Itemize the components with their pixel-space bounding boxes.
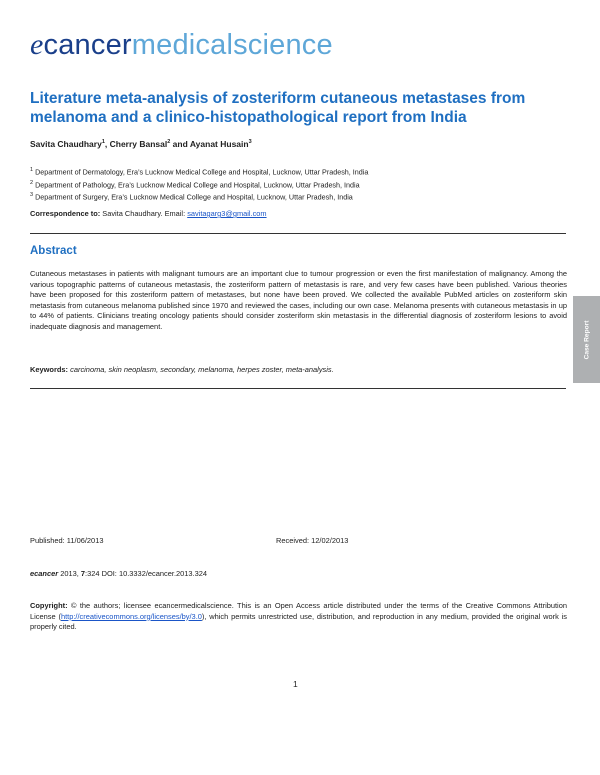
- author-separator: ,: [104, 139, 110, 149]
- author-list: [30, 139, 252, 149]
- author-name: Ayanat Husain: [189, 139, 249, 149]
- logo-cancer: cancer: [43, 29, 132, 61]
- citation-doi: :324 DOI: 10.3332/ecancer.2013.324: [85, 569, 208, 578]
- divider: [30, 388, 566, 389]
- article-title: Literature meta-analysis of zosteriform cutaneous metastases from melanoma and a clinico-histopathological report from India: [30, 90, 526, 126]
- affiliation-text: Department of Dermatology, Era’s Lucknow Medical College and Hospital, Lucknow, Uttar Pradesh, India: [35, 167, 369, 177]
- affiliation-item: [30, 165, 368, 178]
- affiliation-num: 2: [30, 179, 34, 186]
- citation-journal: ecancer: [30, 569, 59, 578]
- copyright-notice: [30, 601, 567, 633]
- abstract-heading: Abstract: [30, 245, 77, 257]
- author-separator: and: [170, 139, 190, 149]
- affiliations: [30, 165, 368, 203]
- affiliation-item: [30, 190, 368, 203]
- license-link[interactable]: http://creativecommons.org/licenses/by/3.0: [60, 611, 202, 621]
- journal-logo: [30, 30, 333, 60]
- page-number: 1: [293, 679, 298, 689]
- citation-volume: 7: [80, 569, 86, 578]
- affiliation-text: Department of Surgery, Era’s Lucknow Medical College and Hospital, Lucknow, Uttar Pradesh, India: [35, 192, 353, 202]
- author-affil-num: 1: [101, 139, 105, 146]
- divider: [30, 233, 566, 234]
- received-date: Received: 12/02/2013: [276, 536, 349, 545]
- affiliation-num: 1: [30, 167, 34, 173]
- author-affil-num: 2: [167, 139, 171, 146]
- affiliation-num: 3: [30, 192, 34, 199]
- copyright-text-end: ), which permits unrestricted use, distribution, and reproduction in any medium, provided the original work is properly cited.: [30, 611, 567, 632]
- citation-year: 2013,: [60, 569, 79, 578]
- article-type-tab: [573, 296, 600, 383]
- citation: [30, 569, 207, 578]
- abstract-text: Cutaneous metastases in patients with malignant tumours are an important clue to tumour progression or even the first manifestation of malignancy. Among the various topographic patterns of cutaneous metastasis, the zosteriform pattern of metastasis is rare, and very few cases have been published. Various theories have been proposed for this zosteriform pattern of metastases, but none have been proved. We collected the available PubMed articles on zosteriform skin metastasis from cutaneous melanoma published since 1970 and reviewed the cases, including our own case. Melanoma presents with cutaneous metastasis in up to 44% of patients. Clinicians treating oncology patients should consider zosteriform skin metastasis in the differential diagnosis of zosteriform lesions to avoid inadequate diagnosis and management.: [30, 269, 567, 331]
- copyright-label: Copyright:: [30, 601, 68, 610]
- correspondence: [30, 209, 267, 218]
- keywords-value: carcinoma, skin neoplasm, secondary, melanoma, herpes zoster, meta-analysis.: [70, 365, 334, 374]
- correspondence-email-link[interactable]: savitagarg3@gmail.com: [187, 209, 267, 218]
- logo-medicalscience: medicalscience: [131, 29, 333, 61]
- affiliation-text: Department of Pathology, Era’s Lucknow Medical College and Hospital, Lucknow, Uttar Pradesh, India: [35, 180, 360, 190]
- affiliation-item: [30, 178, 368, 191]
- correspondence-text: Savita Chaudhary. Email:: [102, 209, 186, 218]
- keywords-label: Keywords:: [30, 365, 69, 374]
- article-type-label: Case Report: [583, 320, 590, 359]
- author-name: Cherry Bansal: [109, 139, 168, 149]
- published-date: Published: 11/06/2013: [30, 536, 104, 545]
- author-affil-num: 3: [248, 139, 252, 146]
- keywords: [30, 365, 334, 374]
- author-name: Savita Chaudhary: [30, 139, 102, 149]
- correspondence-label: Correspondence to:: [30, 209, 101, 218]
- copyright-text: © the authors; licensee ecancermedicalscience. This is an Open Access article distributed under the terms of the Creative Commons Attribution License (: [30, 601, 567, 621]
- logo-e: e: [30, 28, 44, 61]
